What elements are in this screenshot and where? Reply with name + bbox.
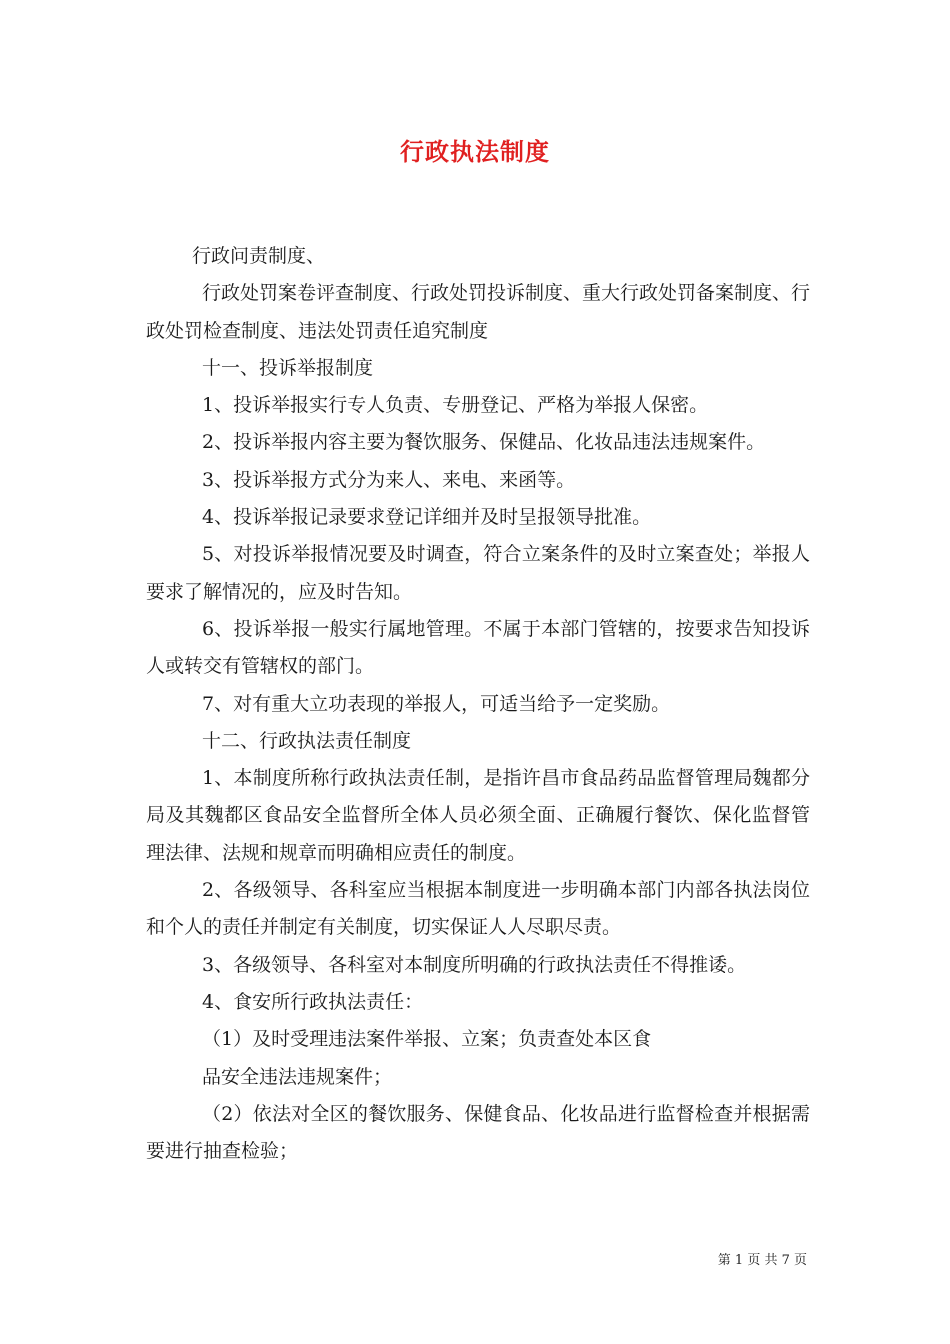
paragraph: 行政处罚案卷评查制度、行政处罚投诉制度、重大行政处罚备案制度、行政处罚检查制度、违法处罚责任追究制度	[146, 282, 811, 342]
sub-list-item: （1）及时受理违法案件举报、立案；负责查处本区食	[202, 1028, 652, 1051]
list-item: 3、投诉举报方式分为来人、来电、来函等。	[202, 468, 576, 491]
paragraph: 行政问责制度、	[192, 245, 326, 267]
page-number: 第 1 页 共 7 页	[717, 1253, 807, 1268]
list-item: 5、对投诉举报情况要及时调查，符合立案条件的及时立案查处；举报人要求了解情况的，应及时告知。	[146, 543, 810, 603]
list-item: 1、本制度所称行政执法责任制，是指许昌市食品药品监督管理局魏都分局及其魏都区食品安全监督所全体人员必须全面、正确履行餐饮、保化监督管理法律、法规和规章而明确相应责任的制度。	[146, 767, 810, 864]
sub-list-item: （2）依法对全区的餐饮服务、保健食品、化妆品进行监督检查并根据需要进行抽查检验；	[146, 1102, 810, 1163]
list-item: 1、投诉举报实行专人负责、专册登记、严格为举报人保密。	[202, 394, 709, 417]
list-item: 3、各级领导、各科室对本制度所明确的行政执法责任不得推诿。	[202, 953, 747, 976]
list-item: 4、投诉举报记录要求登记详细并及时呈报领导批准。	[202, 506, 652, 529]
section-heading: 十一、投诉举报制度	[202, 356, 374, 379]
list-item: 4、食安所行政执法责任：	[202, 990, 424, 1013]
sub-list-item-continuation: 品安全违法违规案件；	[202, 1065, 393, 1088]
list-item: 6、投诉举报一般实行属地管理。不属于本部门管辖的，按要求告知投诉人或转交有管辖权的部门。	[146, 617, 810, 678]
document-body	[146, 238, 810, 1170]
list-item: 2、投诉举报内容主要为餐饮服务、保健品、化妆品违法违规案件。	[202, 431, 766, 454]
list-item: 7、对有重大立功表现的举报人，可适当给予一定奖励。	[202, 692, 671, 715]
document-title: 行政执法制度	[400, 137, 550, 166]
list-item: 2、各级领导、各科室应当根据本制度进一步明确本部门内部各执法岗位和个人的责任并制定有关制度，切实保证人人尽职尽责。	[146, 879, 810, 939]
section-heading: 十二、行政执法责任制度	[202, 729, 412, 752]
